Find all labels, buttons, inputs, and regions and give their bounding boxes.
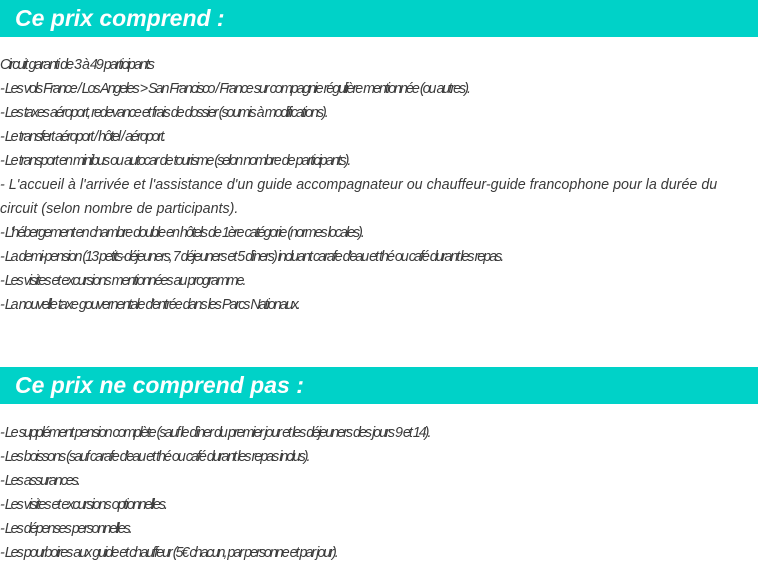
excluded-section-header bbox=[0, 367, 758, 404]
included-section-title: Ce prix comprend : bbox=[15, 5, 225, 31]
included-item: - La nouvelle taxe gouvernentale d'entrée dans les Parcs Nationaux. bbox=[0, 297, 299, 313]
included-item: - Les taxes aéroport, redevance et frais de dossier (soumis à modifications). bbox=[0, 105, 327, 121]
excluded-item: - Les visites et excursions optionnelles. bbox=[0, 497, 166, 513]
excluded-item: - Les dépenses personnelles. bbox=[0, 521, 131, 537]
included-section-header bbox=[0, 0, 758, 37]
included-item: - La demi-pension (13 petits-déjeuners, 7 déjeuners et 5 dîners) incluant carafe d'eau et thé ou café durant les repas. bbox=[0, 249, 503, 265]
included-item: - Le transfert aéroport / hôtel / aéroport. bbox=[0, 129, 165, 145]
excluded-item: - Les assurances. bbox=[0, 473, 79, 489]
included-item: - Le transport en minibus ou autocar de tourisme (selon nombre de participants). bbox=[0, 153, 350, 169]
excluded-item: - Les boissons (sauf carafe d'eau et thé ou café durant les repas inclus). bbox=[0, 449, 309, 465]
included-item: - Les visites et excursions mentionnées au programme. bbox=[0, 273, 245, 289]
included-item: - L'accueil à l'arrivée et l'assistance d'un guide accompagnateur ou chauffeur-guide francophone pour la durée du circuit (selon nombre de participants). bbox=[0, 177, 718, 217]
excluded-item: - Les pourboires aux guide et chauffeur (5€ chacun, par personne et par jour). bbox=[0, 545, 337, 561]
included-intro: Circuit garanti de 3 à 49 participants bbox=[0, 57, 153, 73]
excluded-list bbox=[0, 421, 758, 565]
excluded-item: - Le supplément pension complète (sauf le dîner du premier jour et les déjeuners des jours 9 et 14). bbox=[0, 425, 430, 441]
included-list bbox=[0, 53, 758, 317]
included-item: - L'hébergement en chambre double en hôtels de 1ère catégorie (normes locales). bbox=[0, 225, 363, 241]
excluded-section-title: Ce prix ne comprend pas : bbox=[15, 372, 304, 398]
included-item: - Les vols France / Los Angeles > San Francisco / France sur compagnie régulière mentionnée (ou autres). bbox=[0, 81, 469, 97]
